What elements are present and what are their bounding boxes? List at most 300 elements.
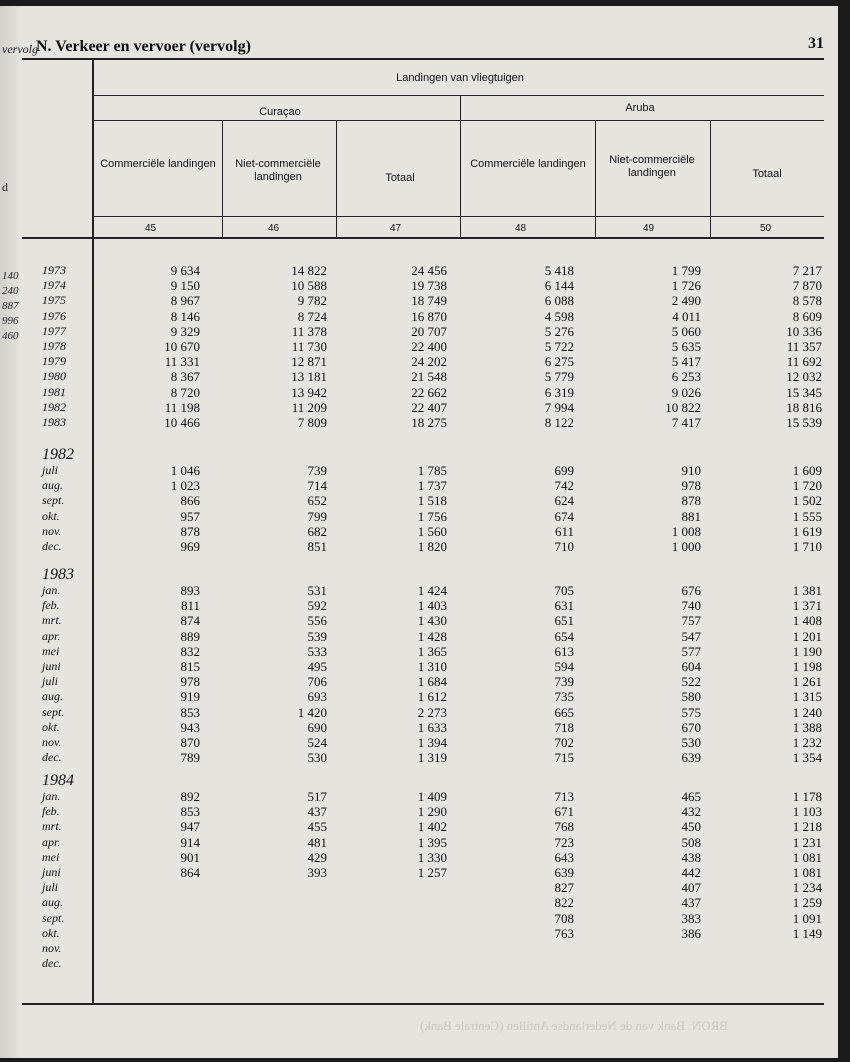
table-cell: 811	[180, 598, 200, 614]
table-cell: 624	[554, 493, 574, 509]
table-cell: 10 588	[291, 278, 327, 294]
row-period-label: aug.	[42, 689, 63, 704]
table-cell: 670	[681, 719, 701, 735]
table-cell: 580	[681, 689, 701, 705]
table-cell: 10 336	[786, 323, 822, 339]
col-divider-2	[336, 121, 337, 237]
table-cell: 866	[180, 493, 200, 509]
table-cell: 407	[681, 880, 701, 896]
table-cell: 2 273	[417, 704, 447, 720]
table-cell: 715	[554, 750, 574, 766]
header-bottom-rule	[92, 216, 824, 217]
table-cell: 892	[180, 789, 200, 804]
column-number-45: 45	[145, 223, 157, 234]
table-cell: 1 365	[417, 643, 447, 659]
col-divider-4	[595, 121, 596, 237]
row-period-label: 1981	[42, 384, 66, 399]
table-cell: 18 749	[411, 293, 447, 309]
table-cell: 1 785	[417, 463, 447, 478]
table-cell: 690	[307, 719, 327, 735]
table-cell: 7 994	[544, 399, 574, 415]
table-cell: 9 026	[671, 384, 701, 400]
row-period-label: jan.	[42, 789, 61, 803]
table-cell: 11 331	[164, 354, 200, 370]
table-cell: 878	[681, 493, 701, 509]
table-cell: 21 548	[411, 369, 447, 385]
table-cell: 4 011	[672, 308, 701, 324]
table-cell: 1 720	[792, 478, 822, 494]
block-year-label: 1984	[42, 772, 74, 789]
table-cell: 853	[180, 804, 200, 820]
row-period-label: okt.	[42, 925, 60, 940]
table-cell: 429	[307, 849, 327, 865]
table-cell: 8 122	[544, 415, 574, 430]
table-cell: 10 466	[164, 415, 200, 430]
row-period-label: mrt.	[42, 613, 62, 628]
table-cell: 639	[554, 865, 574, 880]
column-number-50: 50	[760, 223, 772, 234]
table-cell: 9 634	[170, 263, 200, 278]
table-cell: 539	[307, 628, 327, 644]
table-cell: 742	[554, 478, 574, 494]
table-cell: 1 081	[792, 865, 822, 880]
table-cell: 1 261	[792, 674, 822, 690]
table-cell: 864	[180, 865, 200, 880]
table-cell: 714	[307, 478, 327, 494]
table-cell: 386	[681, 925, 701, 941]
page-title: N. Verkeer en vervoer (vervolg)	[36, 38, 251, 55]
bleed-through-text: BRON: Bank van de Nederlandse Antillen (Centrale Bank)	[420, 1018, 728, 1033]
table-cell: 654	[554, 628, 574, 644]
table-cell: 5 417	[671, 354, 701, 370]
table-cell: 8 146	[170, 308, 200, 324]
table-cell: 643	[554, 849, 574, 865]
table-cell: 16 870	[411, 308, 447, 324]
table-cell: 881	[681, 508, 701, 524]
row-period-label: 1980	[42, 369, 66, 384]
table-cell: 10 670	[164, 339, 200, 354]
table-cell: 393	[307, 865, 327, 880]
table-cell: 15 539	[786, 415, 822, 430]
table-cell: 19 738	[411, 278, 447, 294]
row-period-label: sept.	[42, 493, 65, 508]
table-cell: 1 518	[417, 493, 447, 509]
region-aruba: Aruba	[625, 102, 655, 114]
row-period-label: nov.	[42, 735, 62, 749]
table-cell: 1 609	[792, 463, 822, 478]
table-cell: 1 330	[417, 849, 447, 865]
row-period-label: aug.	[42, 895, 63, 910]
header-aruba-total: Totaal	[752, 168, 782, 180]
table-cell: 6 275	[544, 354, 574, 370]
table-cell: 1 232	[792, 735, 822, 750]
table-cell: 5 418	[544, 263, 574, 278]
table-cell: 442	[681, 865, 701, 880]
table-cell: 7 417	[671, 415, 701, 430]
table-cell: 943	[180, 719, 200, 735]
table-cell: 1 371	[792, 598, 822, 614]
table-cell: 604	[681, 659, 701, 674]
table-cell: 1 081	[792, 849, 822, 865]
header-aruba-commercial: Commerciële landingen	[470, 158, 586, 170]
table-cell: 901	[180, 849, 200, 865]
table-cell: 432	[681, 804, 701, 820]
table-cell: 651	[554, 613, 574, 629]
table-cell: 1 502	[792, 493, 822, 509]
row-period-label: juli	[42, 674, 59, 689]
table-cell: 11 209	[291, 399, 327, 415]
table-cell: 1 395	[417, 834, 447, 850]
row-period-label: juli	[42, 880, 59, 895]
table-cell: 6 253	[671, 369, 701, 385]
table-cell: 763	[554, 925, 574, 941]
table-cell: 1 381	[792, 583, 822, 598]
table-cell: 438	[681, 849, 701, 865]
table-cell: 450	[681, 819, 701, 835]
table-cell: 1 231	[792, 834, 822, 850]
table-cell: 631	[554, 598, 574, 614]
col-divider-5	[710, 121, 711, 237]
table-cell: 1 259	[792, 895, 822, 911]
row-period-label: juni	[42, 659, 61, 673]
table-cell: 1 710	[792, 539, 822, 554]
table-cell: 5 635	[671, 339, 701, 354]
table-cell: 739	[307, 463, 327, 478]
table-cell: 676	[681, 583, 701, 598]
margin-number: 140	[2, 270, 19, 282]
table-cell: 7 870	[792, 278, 822, 294]
table-cell: 481	[307, 834, 327, 850]
table-cell: 8 720	[170, 384, 200, 400]
row-period-label: 1979	[42, 354, 66, 369]
region-rule	[92, 120, 824, 121]
column-number-49: 49	[643, 223, 655, 234]
table-cell: 14 822	[291, 263, 327, 278]
table-cell: 20 707	[411, 323, 447, 339]
top-rule	[22, 58, 824, 60]
table-cell: 8 578	[792, 293, 822, 309]
table-cell: 1 319	[417, 750, 447, 766]
table-cell: 1 420	[297, 704, 327, 720]
header-curacao-commercial: Commerciële landingen	[100, 158, 216, 170]
header-curacao-noncommercial: Niet-commerciële landingen	[235, 158, 321, 183]
table-cell: 5 276	[544, 323, 574, 339]
block-year-label: 1983	[42, 566, 74, 583]
table-cell: 671	[554, 804, 574, 820]
row-period-label: feb.	[42, 804, 60, 819]
table-cell: 5 060	[671, 323, 701, 339]
table-cell: 1 046	[170, 463, 200, 478]
table-cell: 1 008	[671, 523, 701, 539]
table-cell: 24 456	[411, 263, 447, 278]
table-cell: 7 217	[792, 263, 822, 278]
row-period-label: nov.	[42, 941, 62, 955]
main-heading: Landingen van vliegtuigen	[396, 72, 524, 84]
table-cell: 437	[681, 895, 701, 911]
row-period-label: juni	[42, 865, 61, 879]
table-cell: 1 354	[792, 750, 822, 766]
header-curacao-total: Totaal	[385, 172, 415, 184]
table-cell: 665	[554, 704, 574, 720]
row-period-label: mei	[42, 849, 60, 864]
table-cell: 735	[554, 689, 574, 705]
row-period-label: dec.	[42, 750, 62, 765]
table-cell: 682	[307, 523, 327, 539]
table-cell: 718	[554, 719, 574, 735]
table-cell: 1 409	[417, 789, 447, 804]
table-cell: 530	[681, 735, 701, 750]
table-cell: 11 730	[291, 339, 327, 354]
margin-tab-text: vervolg	[2, 42, 38, 56]
row-period-label: juli	[42, 463, 59, 477]
table-cell: 577	[681, 643, 701, 659]
table-cell: 851	[307, 539, 327, 554]
table-cell: 18 275	[411, 415, 447, 430]
table-cell: 874	[180, 613, 200, 629]
row-period-label: jan.	[42, 583, 61, 597]
table-cell: 1 402	[417, 819, 447, 835]
table-cell: 1 290	[417, 804, 447, 820]
table-cell: 522	[681, 674, 701, 690]
table-cell: 710	[554, 539, 574, 554]
table-cell: 1 178	[792, 789, 822, 804]
table-cell: 1 149	[792, 925, 822, 941]
table-cell: 22 407	[411, 399, 447, 415]
row-period-label: mei	[42, 643, 60, 658]
region-curacao: Curaçao	[259, 106, 301, 118]
row-period-label: apr.	[42, 834, 61, 849]
table-cell: 24 202	[411, 354, 447, 370]
table-cell: 706	[307, 674, 327, 690]
table-cell: 9 150	[170, 278, 200, 294]
table-cell: 1 424	[417, 583, 447, 598]
table-cell: 822	[554, 895, 574, 911]
table-cell: 832	[180, 643, 200, 659]
col-divider-1	[222, 121, 223, 237]
column-number-46: 46	[268, 223, 280, 234]
table-cell: 1 394	[417, 735, 447, 750]
table-cell: 870	[180, 735, 200, 750]
table-cell: 465	[681, 789, 701, 804]
block-year-label: 1982	[42, 446, 74, 463]
table-cell: 12 871	[291, 354, 327, 370]
table-cell: 723	[554, 834, 574, 850]
row-period-label: 1982	[42, 399, 66, 414]
table-cell: 524	[307, 735, 327, 750]
region-divider	[460, 95, 461, 237]
table-cell: 1 555	[792, 508, 822, 524]
table-cell: 13 942	[291, 384, 327, 400]
table-cell: 455	[307, 819, 327, 835]
table-cell: 1 612	[417, 689, 447, 705]
table-cell: 1 428	[417, 628, 447, 644]
table-cell: 517	[307, 789, 327, 804]
table-cell: 957	[180, 508, 200, 524]
table-cell: 1 315	[792, 689, 822, 705]
table-cell: 674	[554, 508, 574, 524]
table-cell: 914	[180, 834, 200, 850]
table-cell: 2 490	[671, 293, 701, 309]
row-period-label: nov.	[42, 523, 62, 538]
numbers-rule	[22, 237, 824, 239]
row-period-label: 1983	[42, 415, 66, 429]
table-cell: 1 234	[792, 880, 822, 896]
row-period-label: sept.	[42, 910, 65, 925]
table-cell: 6 144	[544, 278, 574, 294]
table-cell: 22 662	[411, 384, 447, 400]
column-number-48: 48	[515, 223, 527, 234]
margin-number: 996	[2, 315, 19, 327]
header-aruba-noncommercial: Niet-commerciële landingen	[609, 154, 695, 179]
row-period-label: 1974	[42, 278, 66, 293]
table-cell: 437	[307, 804, 327, 820]
table-cell: 1 799	[671, 263, 701, 278]
table-cell: 1 737	[417, 478, 447, 494]
table-cell: 757	[681, 613, 701, 629]
table-cell: 699	[554, 463, 574, 478]
table-cell: 533	[307, 643, 327, 659]
table-cell: 1 091	[792, 910, 822, 926]
row-period-label: 1975	[42, 293, 66, 308]
table-cell: 799	[307, 508, 327, 524]
table-cell: 11 357	[786, 339, 822, 354]
row-period-label: apr.	[42, 628, 61, 643]
table-cell: 1 190	[792, 643, 822, 659]
table-cell: 1 388	[792, 719, 822, 735]
table-cell: 556	[307, 613, 327, 629]
row-period-label: 1973	[42, 263, 66, 277]
table-cell: 978	[681, 478, 701, 494]
table-cell: 853	[180, 704, 200, 720]
table-cell: 22 400	[411, 339, 447, 354]
table-cell: 18 816	[786, 399, 822, 415]
table-cell: 978	[180, 674, 200, 690]
table-cell: 547	[681, 628, 701, 644]
column-number-47: 47	[390, 223, 402, 234]
table-cell: 594	[554, 659, 574, 674]
table-cell: 1 310	[417, 659, 447, 674]
table-cell: 878	[180, 523, 200, 539]
table-cell: 1 684	[417, 674, 447, 690]
table-cell: 575	[681, 704, 701, 720]
table-cell: 705	[554, 583, 574, 598]
table-cell: 4 598	[544, 308, 574, 324]
table-cell: 6 319	[544, 384, 574, 400]
row-period-label: sept.	[42, 704, 65, 719]
table-cell: 13 181	[291, 369, 327, 385]
table-cell: 8 724	[297, 308, 327, 324]
margin-number: 887	[2, 300, 19, 312]
table-cell: 531	[307, 583, 327, 598]
table-cell: 639	[681, 750, 701, 766]
table-cell: 5 722	[544, 339, 574, 354]
page-edge	[0, 6, 22, 1058]
table-cell: 789	[180, 750, 200, 766]
table-cell: 1 820	[417, 539, 447, 554]
table-cell: 15 345	[786, 384, 822, 400]
table-cell: 1 408	[792, 613, 822, 629]
table-cell: 693	[307, 689, 327, 705]
table-cell: 11 378	[291, 323, 327, 339]
table-cell: 652	[307, 493, 327, 509]
table-cell: 9 782	[297, 293, 327, 309]
table-cell: 739	[554, 674, 574, 690]
table-cell: 383	[681, 910, 701, 926]
row-period-label: okt.	[42, 719, 60, 734]
table-cell: 9 329	[170, 323, 200, 339]
table-cell: 530	[307, 750, 327, 766]
row-period-label: 1976	[42, 308, 66, 323]
table-cell: 8 367	[170, 369, 200, 385]
row-period-label: dec.	[42, 539, 62, 553]
row-period-label: feb.	[42, 598, 60, 613]
table-cell: 1 726	[671, 278, 701, 294]
row-period-label: 1977	[42, 323, 66, 338]
margin-letter: d	[2, 180, 8, 194]
table-cell: 969	[180, 539, 200, 554]
row-period-label: dec.	[42, 956, 62, 971]
table-cell: 592	[307, 598, 327, 614]
table-cell: 11 198	[164, 399, 200, 415]
margin-number: 240	[2, 285, 19, 297]
page-number: 31	[808, 35, 824, 52]
row-period-label: aug.	[42, 478, 63, 493]
row-period-label: okt.	[42, 508, 60, 523]
table-cell: 7 809	[297, 415, 327, 430]
table-cell: 611	[554, 523, 574, 539]
table-cell: 1 218	[792, 819, 822, 835]
table-cell: 8 609	[792, 308, 822, 324]
table-cell: 11 692	[786, 354, 822, 370]
table-cell: 1 633	[417, 719, 447, 735]
table-cell: 889	[180, 628, 200, 644]
table-cell: 5 779	[544, 369, 574, 385]
bottom-rule	[22, 1003, 824, 1005]
table-cell: 947	[180, 819, 200, 835]
table-cell: 8 967	[170, 293, 200, 309]
table-cell: 508	[681, 834, 701, 850]
table-cell: 1 198	[792, 659, 822, 674]
table-cell: 1 000	[671, 539, 701, 554]
table-cell: 1 103	[792, 804, 822, 820]
table-cell: 6 088	[544, 293, 574, 309]
table-cell: 815	[180, 659, 200, 674]
row-period-label: 1978	[42, 339, 66, 353]
table-cell: 708	[554, 910, 574, 926]
table-cell: 1 619	[792, 523, 822, 539]
table-cell: 910	[681, 463, 701, 478]
margin-number: 460	[2, 330, 19, 342]
heading-rule	[92, 95, 824, 96]
table-cell: 1 023	[170, 478, 200, 494]
stub-rule	[92, 59, 94, 1004]
table-cell: 702	[554, 735, 574, 750]
table-cell: 768	[554, 819, 574, 835]
table-cell: 740	[681, 598, 701, 614]
row-period-label: mrt.	[42, 819, 62, 834]
table-cell: 893	[180, 583, 200, 598]
table-cell: 1 403	[417, 598, 447, 614]
table-cell: 713	[554, 789, 574, 804]
table-cell: 1 257	[417, 865, 447, 880]
table-cell: 919	[180, 689, 200, 705]
table-cell: 827	[554, 880, 574, 896]
table-cell: 1 560	[417, 523, 447, 539]
table-cell: 1 240	[792, 704, 822, 720]
table-cell: 495	[307, 659, 327, 674]
table-cell: 12 032	[786, 369, 822, 385]
table-cell: 1 756	[417, 508, 447, 524]
